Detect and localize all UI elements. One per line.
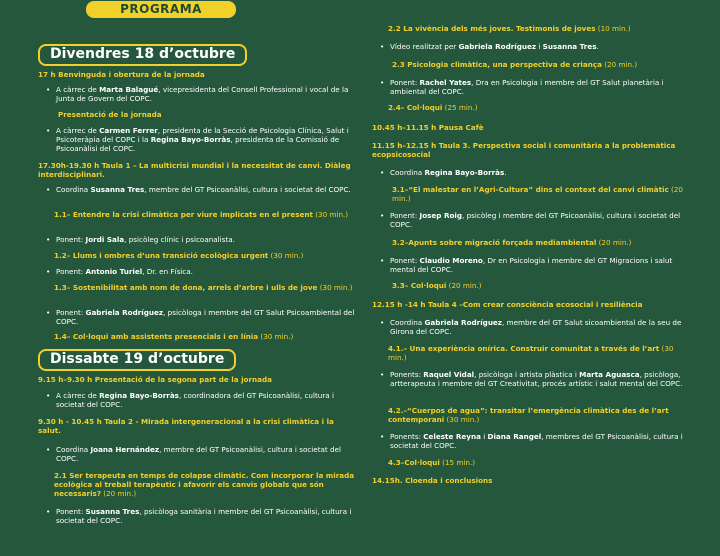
t4-3-title: 4.3–Col·loqui (15 min.): [388, 458, 476, 467]
list-item: • Ponent: Antonio Turiel, Dr. en Física.: [38, 268, 356, 277]
t1-1-title: 1.1– Entendre la crisi climàtica per viure implicats en el present (30 min.): [54, 210, 349, 219]
list-item: • A càrrec de Carmen Ferrer, presidenta de la Secció de Psicologia Clínica, Salut i Psicoteràpia del COPC i la Regina Bayo-Borràs, presidenta de la Comissió de Psicoanàlisi del COPC.: [38, 127, 356, 153]
closing: 14.15h. Cloenda i conclusions: [372, 476, 493, 485]
t2-2-title: 2.2 La vivència dels més joves. Testimonis de joves (10 min.): [388, 24, 631, 33]
programa-header: PROGRAMA: [86, 1, 236, 18]
day1-presentation: Presentació de la jornada: [58, 110, 162, 119]
t4-1-title: 4.1.– Una experiència onírica. Construir comunitat a través de l’art (30 min.): [388, 344, 674, 362]
t2-title: 9.30 h - 10.45 h Taula 2 - Mirada intergeneracional a la crisi climàtica i la salut.: [38, 417, 334, 435]
list-item: • Coordina Joana Hernández, membre del GT Psicoanàlisi, cultura i societat del COPC.: [38, 446, 356, 464]
list-item: • Vídeo realitzat per Gabriela Rodríguez i Susanna Tres.: [372, 43, 690, 52]
t3-3-title: 3.3– Col·loqui (20 min.): [392, 281, 482, 290]
list-item: • Coordina Susanna Tres, membre del GT Psicoanàlisi, cultura i societat del COPC.: [38, 186, 356, 195]
t1-3-title: 1.3– Sostenibilitat amb nom de dona, arrels d’arbre i ulls de jove (30 min.): [54, 283, 353, 292]
list-item: • Ponent: Jordi Sala, psicòleg clínic i psicoanalista.: [38, 236, 356, 245]
list-item: • A càrrec de Regina Bayo-Borràs, coordinadora del GT Psicoanàlisi, cultura i societat del COPC.: [38, 392, 356, 410]
list-item: • Coordina Gabriela Rodríguez, membre del GT Salut sicoambiental de la seu de Girona del COPC.: [372, 319, 690, 337]
list-item: • Ponent: Claudio Moreno, Dr en Psicologia i membre del GT Migracions i salut mental del COPC.: [372, 257, 690, 275]
list-item: • Ponent: Gabriela Rodríguez, psicòloga i membre del GT Salut Psicoambiental del COPC.: [38, 309, 356, 327]
t1-2-title: 1.2– Llums i ombres d’una transició ecològica urgent (30 min.): [54, 251, 304, 260]
left-column: [38, 0, 356, 525]
list-item: • Ponent: Rachel Yates, Dra en Psicologia i membre del GT Salut planetària i ambiental del COPC.: [372, 79, 690, 97]
day1-title-wrap: [38, 44, 356, 66]
day2-title: Dissabte 19 d’octubre: [38, 349, 236, 371]
t1-title: 17.30h-19.30 h Taula 1 – La multicrisi mundial i la necessitat de canvi. Diàleg interdisciplinari.: [38, 161, 351, 179]
t2-1-title: 2.1 Ser terapeuta en temps de colapse climàtic. Com incorporar la mirada ecològica al treball terapèutic i afavorir els canvis globals que són necessaris? (20 min.): [54, 471, 355, 498]
day1-title: Divendres 18 d’octubre: [38, 44, 247, 66]
list-item: • Ponent: Susanna Tres, psicòloga sanitària i membre del GT Psicoanàlisi, cultura i societat del COPC.: [38, 508, 356, 526]
list-item: • Ponent: Josep Roig, psicòleg i membre del GT Psicoanàlisi, cultura i societat del COPC.: [372, 212, 690, 230]
list-item: • Ponents: Raquel Vidal, psicòloga i artista plàstica i Marta Aguasca, psicòloga, artterapeuta i membre del GT Creativitat, procés artístic i salut mental del COPC.: [372, 371, 690, 389]
t3-2-title: 3.2–Apunts sobre migració forçada mediambiental (20 min.): [392, 238, 632, 247]
list-item: • Coordina Regina Bayo-Borràs.: [372, 169, 690, 178]
t3-1-title: 3.1–“El malestar en l’Agri-Cultura” dins el context del canvi climàtic (20 min.): [392, 185, 683, 203]
day2-presentation: 9.15 h–9.30 h Presentació de la segona part de la jornada: [38, 375, 272, 384]
t4-2-title: 4.2.–“Cuerpos de agua”: transitar l’emergència climàtica des de l’art contemporani (30 min.): [388, 406, 669, 424]
pausa-cafe: 10.45 h–11.15 h Pausa Cafè: [372, 123, 484, 132]
t2-4-title: 2.4– Col·loqui (25 min.): [388, 103, 478, 112]
day1-opening: 17 h Benvinguda i obertura de la jornada: [38, 70, 205, 79]
list-item: • A càrrec de Marta Balagué, vicepresidenta del Consell Professional i vocal de la Junta de Govern del COPC.: [38, 86, 356, 104]
t2-3-title: 2.3 Psicologia climàtica, una perspectiva de criança (20 min.): [392, 60, 638, 69]
t3-title: 11.15 h–12.15 h Taula 3. Perspectiva social i comunitària a la problemàtica ecopsicosocial: [372, 141, 676, 159]
t4-title: 12.15 h -14 h Taula 4 –Com crear consciència ecosocial i resiliència: [372, 300, 643, 309]
day2-title-wrap: [38, 349, 356, 371]
list-item: • Ponents: Celeste Reyna i Diana Rangel, membres del GT Psicoanàlisi, cultura i societat del COPC.: [372, 433, 690, 451]
t1-4-title: 1.4– Col·loqui amb assistents presencials i en línia (30 min.): [54, 332, 294, 341]
